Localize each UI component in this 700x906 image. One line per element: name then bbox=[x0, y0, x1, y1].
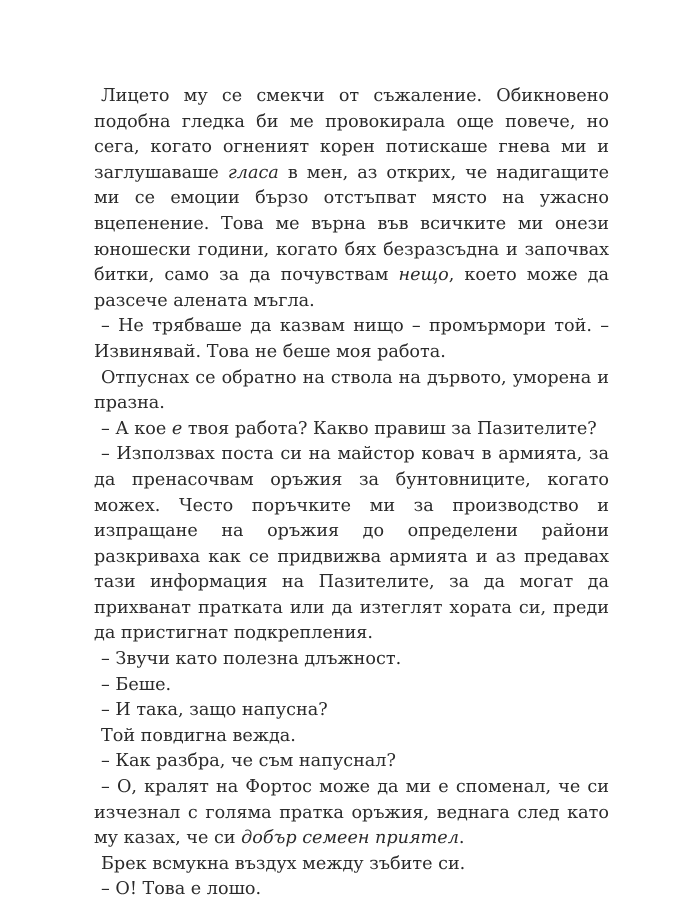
text-segment: твоя работа? Какво правиш за Пазителите? bbox=[182, 418, 597, 439]
text-segment: – О, кралят на Фортос може да ми е споменал, че си изчезнал с голяма пратка оръжия, веднага след като му казах, че си bbox=[94, 777, 609, 849]
italic-text-segment: нещо bbox=[398, 265, 449, 286]
paragraph bbox=[94, 84, 609, 314]
paragraph bbox=[94, 852, 609, 878]
page-text bbox=[94, 84, 609, 903]
text-segment: – Звучи като полезна длъжност. bbox=[101, 649, 402, 670]
paragraph bbox=[94, 724, 609, 750]
text-segment: Лицето му се смекчи от съжаление. Обикновено подобна гледка би ме провокирала още повече, но сега, когато огненият корен потискаше гнева ми и заглушаваше bbox=[94, 86, 609, 183]
paragraph bbox=[94, 647, 609, 673]
paragraph bbox=[94, 366, 609, 417]
text-segment: Той повдигна вежда. bbox=[101, 725, 296, 746]
paragraph bbox=[94, 749, 609, 775]
text-segment: – Използвах поста си на майстор ковач в армията, за да пренасочвам оръжия за бунтовниците, когато можех. Често поръчките ми за производство и изпращане на оръжия до определени райони разкриваха как се придвижва армията и аз предавах тази информация на Пазителите, за да могат да прихванат пратката или да изтеглят хората си, преди да пристигнат подкрепления. bbox=[94, 444, 609, 644]
paragraph bbox=[94, 698, 609, 724]
paragraph bbox=[94, 877, 609, 903]
paragraph bbox=[94, 775, 609, 852]
text-segment: в мен, аз открих, че надигащите ми се емоции бързо отстъпват място на ужасно вцепенение. Това ме върна във всичките ми онези юношески години, когато бях безразсъдна и започвах битки, само за да почувствам bbox=[94, 162, 609, 286]
text-segment: Брек всмукна въздух между зъбите си. bbox=[101, 853, 466, 874]
italic-text-segment: гласа bbox=[227, 162, 279, 183]
paragraph bbox=[94, 417, 609, 443]
text-segment: . bbox=[458, 828, 465, 849]
italic-text-segment: добър семеен приятел bbox=[241, 828, 459, 849]
text-segment: , което може да разсече алената мъгла. bbox=[94, 265, 609, 311]
paragraph bbox=[94, 442, 609, 647]
text-segment: – Беше. bbox=[101, 674, 172, 695]
italic-text-segment: е bbox=[171, 418, 183, 439]
paragraph bbox=[94, 314, 609, 365]
text-segment: Отпуснах се обратно на ствола на дървото, уморена и празна. bbox=[94, 367, 609, 414]
text-segment: – А кое bbox=[101, 418, 172, 439]
text-segment: – Не трябваше да казвам нищо – промърмори той. – Извинявай. Това не беше моя работа. bbox=[94, 316, 609, 362]
text-segment: – Как разбра, че съм напуснал? bbox=[101, 751, 396, 772]
text-segment: – О! Това е лошо. bbox=[101, 879, 262, 900]
text-segment: – И така, защо напусна? bbox=[101, 700, 328, 721]
paragraph bbox=[94, 673, 609, 699]
